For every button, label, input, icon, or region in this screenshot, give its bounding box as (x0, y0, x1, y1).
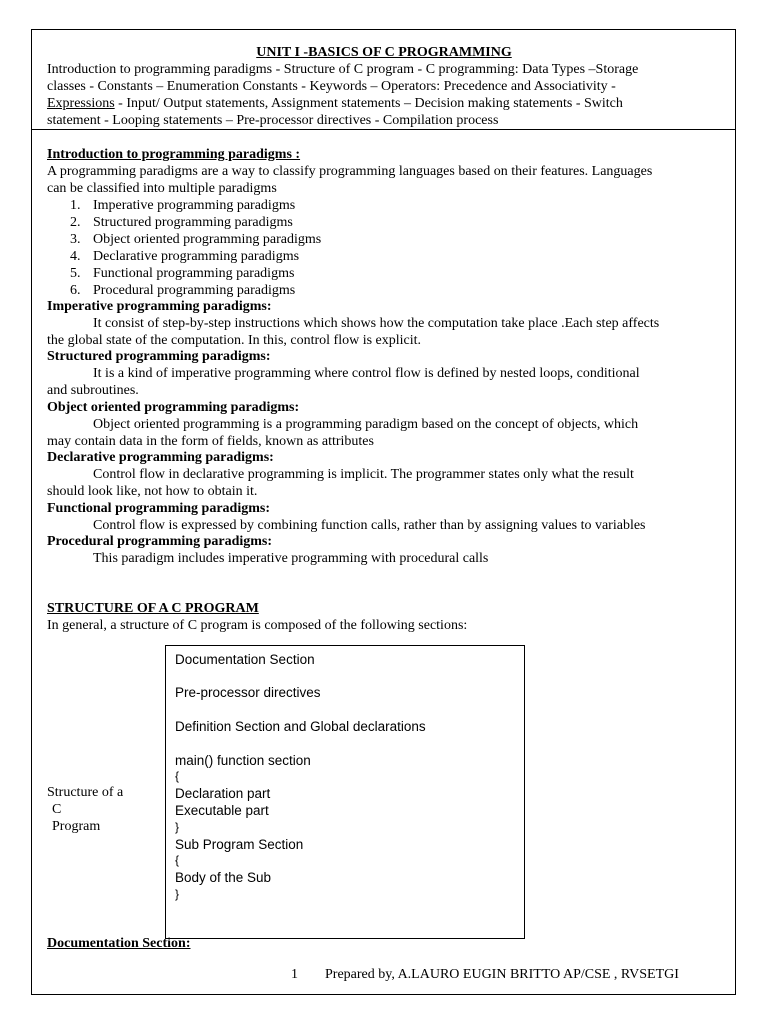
syllabus-line-2: classes - Constants – Enumeration Constants - Keywords – Operators: Precedence and Associativity - (47, 79, 616, 94)
oop-text-2: may contain data in the form of fields, known as attributes (47, 434, 374, 449)
functional-text-1: Control flow is expressed by combining function calls, rather than by assigning values to variables (93, 518, 646, 533)
box-open-brace: { (175, 853, 180, 867)
structure-intro: In general, a structure of C program is composed of the following sections: (47, 618, 468, 633)
unit-title: UNIT I -BASICS OF C PROGRAMMING (256, 45, 512, 60)
list-item: Declarative programming paradigms (93, 249, 300, 264)
intro-para-line-1: A programming paradigms are a way to classify programming languages based on their features. Languages (47, 164, 653, 179)
intro-heading: Introduction to programming paradigms : (47, 147, 301, 162)
intro-para-line-2: can be classified into multiple paradigms (47, 181, 277, 196)
structured-text-2: and subroutines. (47, 383, 139, 398)
box-close-brace: } (175, 887, 180, 901)
list-number: 5. (70, 266, 81, 281)
box-executable-part: Executable part (175, 803, 269, 818)
structure-side-label-2: C (52, 802, 62, 817)
list-number: 3. (70, 232, 81, 247)
list-item: Functional programming paradigms (93, 266, 295, 281)
box-body-of-sub: Body of the Sub (175, 870, 272, 885)
list-number: 2. (70, 215, 81, 230)
box-sub-program-section: Sub Program Section (175, 837, 304, 852)
functional-heading: Functional programming paradigms: (47, 501, 270, 516)
box-preprocessor-directives: Pre-processor directives (175, 685, 321, 700)
box-definition-section: Definition Section and Global declarations (175, 719, 426, 734)
structure-diagram-box (165, 645, 525, 939)
footer-credit: Prepared by, A.LAURO EUGIN BRITTO AP/CSE , RVSETGI (325, 967, 679, 982)
procedural-heading: Procedural programming paradigms: (47, 534, 273, 549)
syllabus-line-3 (47, 95, 623, 112)
list-number: 4. (70, 249, 81, 264)
declarative-heading: Declarative programming paradigms: (47, 450, 274, 465)
structure-side-label-1: Structure of a (47, 785, 124, 800)
imperative-heading: Imperative programming paradigms: (47, 299, 272, 314)
list-item: Object oriented programming paradigms (93, 232, 322, 247)
syllabus-line-1: Introduction to programming paradigms - Structure of C program - C programming: Data Types –Storage (47, 62, 639, 77)
box-documentation-section: Documentation Section (175, 652, 315, 667)
box-close-brace: } (175, 820, 180, 834)
list-number: 6. (70, 283, 81, 298)
list-number: 1. (70, 198, 81, 213)
structured-heading: Structured programming paradigms: (47, 349, 271, 364)
declarative-text-1: Control flow in declarative programming is implicit. The programmer states only what the result (93, 467, 634, 482)
list-item: Procedural programming paradigms (93, 283, 296, 298)
syllabus-line-3-rest: - Input/ Output statements, Assignment statements – Decision making statements - Switch (114, 96, 623, 111)
structure-side-label-3: Program (52, 819, 101, 834)
syllabus-line-4: statement - Looping statements – Pre-processor directives - Compilation process (47, 113, 499, 128)
oop-heading: Object oriented programming paradigms: (47, 400, 300, 415)
list-item: Structured programming paradigms (93, 215, 293, 230)
page-number: 1 (291, 967, 298, 982)
structure-heading: STRUCTURE OF A C PROGRAM (47, 601, 259, 616)
list-item: Imperative programming paradigms (93, 198, 296, 213)
box-open-brace: { (175, 769, 180, 783)
oop-text-1: Object oriented programming is a programming paradigm based on the concept of objects, which (93, 417, 639, 432)
structured-text-1: It is a kind of imperative programming where control flow is defined by nested loops, conditional (93, 366, 640, 381)
box-declaration-part: Declaration part (175, 786, 271, 801)
syllabus-expressions: Expressions (47, 96, 115, 111)
documentation-section-heading: Documentation Section: (47, 936, 191, 951)
imperative-text-1: It consist of step-by-step instructions which shows how the computation take place .Each step affects (93, 316, 660, 331)
procedural-text-1: This paradigm includes imperative programming with procedural calls (93, 551, 489, 566)
imperative-text-2: the global state of the computation. In this, control flow is explicit. (47, 333, 422, 348)
box-main-function-section: main() function section (175, 753, 311, 768)
declarative-text-2: should look like, not how to obtain it. (47, 484, 258, 499)
